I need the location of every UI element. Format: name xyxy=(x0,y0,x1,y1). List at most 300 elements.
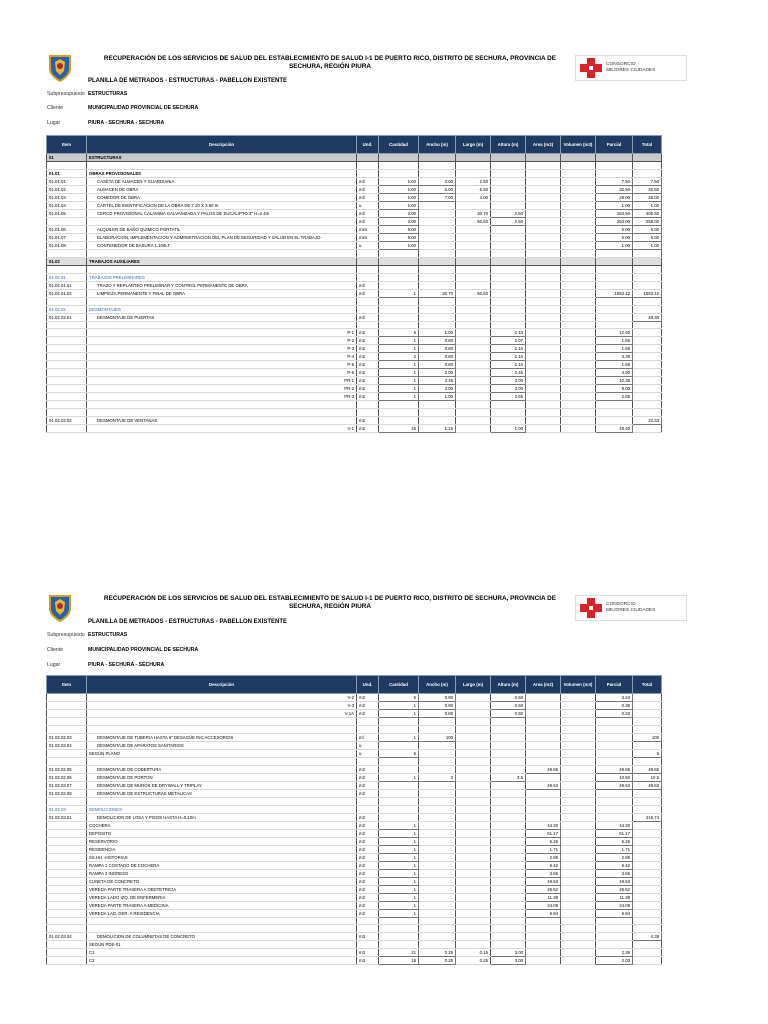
cell-area xyxy=(526,749,561,757)
cell-volumen xyxy=(561,941,596,949)
page-title: RECUPERACIÓN DE LOS SERVICIOS DE SALUD DEL ESTABLECIMIENTO DE SALUD I-1 DE PUERTO RICO, DISTRITO DE SECHURA, PROVINCIA DE SECHURA, REGIÓN PIURA xyxy=(103,55,557,70)
cell-largo xyxy=(456,789,491,797)
cell-area xyxy=(526,773,561,781)
cell-volumen xyxy=(561,853,596,861)
cell-und: m2 xyxy=(357,781,379,789)
cell-ancho xyxy=(419,797,456,805)
cell-area xyxy=(526,694,561,702)
cell-area xyxy=(526,313,561,321)
cell-parcial: 2.36 xyxy=(596,949,633,957)
cell-volumen xyxy=(561,725,596,733)
cell-volumen xyxy=(561,901,596,909)
cell-largo xyxy=(456,337,491,345)
cell-area xyxy=(526,933,561,941)
cell-descripcion: CARTEL DE IDENTIFICACION DE LA OBRA DE 7.20 X 3.60 m xyxy=(87,201,357,209)
cell-descripcion xyxy=(87,409,357,417)
cell-altura xyxy=(491,321,526,329)
cell-ancho xyxy=(419,765,456,773)
cell-largo xyxy=(456,393,491,401)
cell-altura xyxy=(491,409,526,417)
company-logo xyxy=(575,55,687,81)
cell-item xyxy=(47,393,87,401)
cell-largo: 0.15 xyxy=(456,949,491,957)
cell-altura: 3.5 xyxy=(491,773,526,781)
cell-altura xyxy=(491,225,526,233)
cell-und xyxy=(357,917,379,925)
cell-cantidad: 1 xyxy=(379,385,419,393)
cell-largo xyxy=(456,773,491,781)
cell-parcial: 9.00 xyxy=(596,385,633,393)
meta-label: Cliente xyxy=(47,105,64,111)
cell-descripcion: DESMONTAJE DE PORTON xyxy=(87,773,357,781)
cell-ancho xyxy=(419,217,456,225)
cell-cantidad xyxy=(379,273,419,281)
cell-und: u xyxy=(357,741,379,749)
meta-lugar xyxy=(0,662,700,672)
cell-total xyxy=(633,249,662,257)
cell-parcial xyxy=(596,417,633,425)
cell-item xyxy=(47,893,87,901)
cell-item: 01.02.03 xyxy=(47,805,87,813)
cell-cantidad xyxy=(379,917,419,925)
cell-parcial xyxy=(596,789,633,797)
cell-ancho xyxy=(419,821,456,829)
cell-total xyxy=(633,169,662,177)
cell-item: 01.02.02.05 xyxy=(47,765,87,773)
cell-altura xyxy=(491,154,526,162)
cell-parcial: 11.38 xyxy=(596,893,633,901)
cell-ancho: 3.00 xyxy=(419,177,456,185)
cell-area xyxy=(526,377,561,385)
cell-largo xyxy=(456,765,491,773)
cell-descripcion: RESERVORIO xyxy=(87,837,357,845)
cell-volumen xyxy=(561,305,596,313)
cell-volumen xyxy=(561,313,596,321)
table-row xyxy=(47,773,662,781)
cell-item xyxy=(47,829,87,837)
cell-largo xyxy=(456,154,491,162)
cell-und: m2 xyxy=(357,813,379,821)
cell-area xyxy=(526,741,561,749)
cell-cantidad: 21 xyxy=(379,949,419,957)
cell-ancho: 1.00 xyxy=(419,393,456,401)
cell-ancho: 3.00 xyxy=(419,385,456,393)
cell-total xyxy=(633,861,662,869)
cell-und: m2 xyxy=(357,861,379,869)
cell-und: m2 xyxy=(357,417,379,425)
cell-total xyxy=(633,893,662,901)
cell-cantidad xyxy=(379,417,419,425)
cell-cantidad: 1 xyxy=(379,845,419,853)
cell-descripcion: PR-3 xyxy=(87,393,357,401)
cell-und: m2 xyxy=(357,821,379,829)
cell-ancho xyxy=(419,781,456,789)
cell-total xyxy=(633,385,662,393)
cell-parcial: 9.94 xyxy=(596,909,633,917)
cell-descripcion: OBRAS PROVISIONALES xyxy=(87,169,357,177)
table-row xyxy=(47,885,662,893)
cell-parcial: 61.17 xyxy=(596,829,633,837)
cell-cantidad xyxy=(379,925,419,933)
table-row xyxy=(47,385,662,393)
table-row xyxy=(47,933,662,941)
cell-altura: 1.00 xyxy=(491,425,526,433)
cell-ancho xyxy=(419,925,456,933)
cell-altura: 0.60 xyxy=(491,702,526,710)
meta-subpresupuesto xyxy=(0,632,700,642)
cell-total xyxy=(633,797,662,805)
cell-area xyxy=(526,177,561,185)
cell-largo xyxy=(456,909,491,917)
cell-cantidad: 1.00 xyxy=(379,193,419,201)
cell-altura xyxy=(491,281,526,289)
cell-und: m2 xyxy=(357,345,379,353)
cell-total xyxy=(633,162,662,170)
cell-altura: 2.50 xyxy=(491,217,526,225)
cell-total xyxy=(633,297,662,305)
cell-und xyxy=(357,725,379,733)
cell-cantidad: 1 xyxy=(379,337,419,345)
table-row xyxy=(47,273,662,281)
table-row xyxy=(47,829,662,837)
cell-ancho xyxy=(419,901,456,909)
cell-und: m2 xyxy=(357,901,379,909)
cell-total xyxy=(633,741,662,749)
cell-largo xyxy=(456,329,491,337)
cell-area xyxy=(526,249,561,257)
cell-descripcion: TRABAJOS PRELIMINARES xyxy=(87,273,357,281)
cell-cantidad: 1 xyxy=(379,877,419,885)
cell-cantidad: 1 xyxy=(379,702,419,710)
column-header: Cantidad xyxy=(379,136,419,154)
meta-label: Lugar xyxy=(47,662,61,668)
cell-total xyxy=(633,909,662,917)
cell-volumen xyxy=(561,209,596,217)
cell-area: 49.63 xyxy=(526,781,561,789)
document-subtitle: PLANILLA DE METRADOS - ESTRUCTURAS - PABELLON EXISTENTE xyxy=(88,619,288,625)
cell-ancho xyxy=(419,877,456,885)
table-row xyxy=(47,353,662,361)
cell-altura xyxy=(491,797,526,805)
cell-volumen xyxy=(561,813,596,821)
cell-largo xyxy=(456,925,491,933)
cell-ancho: 0.80 xyxy=(419,353,456,361)
table-row xyxy=(47,837,662,845)
cell-descripcion xyxy=(87,797,357,805)
cell-descripcion: CASETA DE ALMACEN Y GUARDIANIA xyxy=(87,177,357,185)
cell-total xyxy=(633,369,662,377)
cell-total xyxy=(633,718,662,726)
cell-largo xyxy=(456,385,491,393)
cell-item xyxy=(47,369,87,377)
cell-altura xyxy=(491,417,526,425)
cell-und xyxy=(357,401,379,409)
cell-cantidad xyxy=(379,805,419,813)
cell-und: m2 xyxy=(357,702,379,710)
column-header: Altura (m) xyxy=(491,136,526,154)
table-row xyxy=(47,409,662,417)
cell-und: m2 xyxy=(357,177,379,185)
cell-volumen xyxy=(561,297,596,305)
cell-und xyxy=(357,305,379,313)
cell-und xyxy=(357,257,379,265)
cell-largo xyxy=(456,877,491,885)
cell-parcial: 28.00 xyxy=(596,193,633,201)
cell-altura xyxy=(491,162,526,170)
cell-ancho: 30.70 xyxy=(419,289,456,297)
cell-ancho xyxy=(419,941,456,949)
column-header: Cantidad xyxy=(379,676,419,694)
cell-descripcion: TRAZO Y REPLANTEO PRELIMINAR Y CONTROL PERMANENTE DE OBRA xyxy=(87,281,357,289)
table-row xyxy=(47,702,662,710)
cell-item: 01 xyxy=(47,154,87,162)
cell-area: 24.08 xyxy=(526,901,561,909)
cell-parcial: 2.03 xyxy=(596,957,633,965)
cell-ancho xyxy=(419,861,456,869)
cell-descripcion: PR-2 xyxy=(87,385,357,393)
cell-und: m2 xyxy=(357,845,379,853)
cell-altura xyxy=(491,877,526,885)
cell-volumen xyxy=(561,781,596,789)
cell-ancho xyxy=(419,829,456,837)
cell-volumen xyxy=(561,345,596,353)
cell-largo xyxy=(456,702,491,710)
cell-largo xyxy=(456,861,491,869)
cell-ancho: 2.00 xyxy=(419,369,456,377)
cell-altura xyxy=(491,909,526,917)
cell-area xyxy=(526,369,561,377)
cell-cantidad xyxy=(379,933,419,941)
table-row xyxy=(47,909,662,917)
cell-area xyxy=(526,361,561,369)
cell-cantidad: 1 xyxy=(379,901,419,909)
cell-total xyxy=(633,869,662,877)
cell-volumen xyxy=(561,154,596,162)
cell-volumen xyxy=(561,861,596,869)
cell-total xyxy=(633,702,662,710)
cell-total xyxy=(633,393,662,401)
cell-descripcion: COMEDOR DE OBRA xyxy=(87,193,357,201)
cell-total: 258.00 xyxy=(633,217,662,225)
table-row xyxy=(47,297,662,305)
meta-value: PIURA - SECHURA - SECHURA xyxy=(88,120,165,126)
cell-altura xyxy=(491,289,526,297)
cell-altura xyxy=(491,313,526,321)
cell-descripcion xyxy=(87,265,357,273)
cell-area xyxy=(526,337,561,345)
cell-total: 5.00 xyxy=(633,225,662,233)
cell-ancho: 3 xyxy=(419,773,456,781)
cell-volumen xyxy=(561,393,596,401)
cell-altura xyxy=(491,725,526,733)
cell-cantidad xyxy=(379,169,419,177)
cell-ancho xyxy=(419,837,456,845)
cell-cantidad xyxy=(379,305,419,313)
column-header: Volumen (m3) xyxy=(561,676,596,694)
cell-item xyxy=(47,877,87,885)
cell-descripcion: SS.HH. HISTORIAS xyxy=(87,853,357,861)
cell-total xyxy=(633,957,662,965)
cell-altura xyxy=(491,297,526,305)
cell-total xyxy=(633,877,662,885)
cell-altura: 2.10 xyxy=(491,345,526,353)
cell-parcial: 49.63 xyxy=(596,781,633,789)
column-header: Total xyxy=(633,136,662,154)
cell-area xyxy=(526,949,561,957)
cell-area: 9.94 xyxy=(526,909,561,917)
cell-und: m2 xyxy=(357,893,379,901)
cell-total xyxy=(633,917,662,925)
cell-altura xyxy=(491,305,526,313)
cell-volumen xyxy=(561,321,596,329)
cell-largo xyxy=(456,797,491,805)
cell-ancho: 0.80 xyxy=(419,345,456,353)
cell-cantidad: 1 xyxy=(379,861,419,869)
cell-und: m2 xyxy=(357,185,379,193)
cell-ancho xyxy=(419,718,456,726)
cell-total xyxy=(633,949,662,957)
cell-parcial xyxy=(596,813,633,821)
page-title: RECUPERACIÓN DE LOS SERVICIOS DE SALUD DEL ESTABLECIMIENTO DE SALUD I-1 DE PUERTO RICO, DISTRITO DE SECHURA, PROVINCIA DE SECHURA, REGIÓN PIURA xyxy=(103,595,557,610)
cell-und: ml xyxy=(357,733,379,741)
cell-ancho xyxy=(419,273,456,281)
cell-altura: 2.10 xyxy=(491,353,526,361)
column-header: Parcial xyxy=(596,136,633,154)
cell-altura xyxy=(491,837,526,845)
cell-total xyxy=(633,829,662,837)
cell-descripcion: ELABORACION, IMPLEMENTACION Y ADMINISTRACION DEL PLAN DE SEGURIDAD Y SALUD EN EL TRABAJO xyxy=(87,233,357,241)
cell-parcial xyxy=(596,305,633,313)
cell-total xyxy=(633,353,662,361)
cell-total: 1553.42 xyxy=(633,289,662,297)
cell-parcial: 0.33 xyxy=(596,710,633,718)
cell-volumen xyxy=(561,773,596,781)
cell-item xyxy=(47,837,87,845)
cell-und xyxy=(357,757,379,765)
cell-altura xyxy=(491,718,526,726)
cell-parcial: 1.68 xyxy=(596,345,633,353)
cell-altura xyxy=(491,741,526,749)
cell-total: 32.50 xyxy=(633,185,662,193)
cell-area xyxy=(526,401,561,409)
cell-area xyxy=(526,813,561,821)
cell-und: m2 xyxy=(357,909,379,917)
cell-cantidad: 16 xyxy=(379,425,419,433)
cell-altura: 2.10 xyxy=(491,329,526,337)
cell-area xyxy=(526,718,561,726)
meta-label: Lugar xyxy=(47,120,61,126)
cell-total xyxy=(633,257,662,265)
cell-descripcion: RAMPA 1 COSTADO DE COCHERA xyxy=(87,861,357,869)
cell-descripcion xyxy=(87,297,357,305)
table-row xyxy=(47,853,662,861)
cell-altura: 2.10 xyxy=(491,361,526,369)
cell-item xyxy=(47,249,87,257)
cell-item xyxy=(47,321,87,329)
cell-ancho: 0.80 xyxy=(419,694,456,702)
cell-ancho xyxy=(419,869,456,877)
cell-item xyxy=(47,845,87,853)
cell-area xyxy=(526,201,561,209)
cell-cantidad xyxy=(379,718,419,726)
cell-ancho: 100 xyxy=(419,733,456,741)
cell-volumen xyxy=(561,265,596,273)
cell-item xyxy=(47,401,87,409)
cell-descripcion: DESMONTAJE DE PUERTAS xyxy=(87,313,357,321)
cell-parcial xyxy=(596,273,633,281)
cell-cantidad: 1 xyxy=(379,361,419,369)
cell-descripcion: RAMPA 2 INGRESO xyxy=(87,869,357,877)
cell-total xyxy=(633,725,662,733)
cell-cantidad xyxy=(379,813,419,821)
cell-parcial: 1.66 xyxy=(596,337,633,345)
cell-total xyxy=(633,694,662,702)
cell-und: mes xyxy=(357,225,379,233)
cell-largo xyxy=(456,718,491,726)
cell-item xyxy=(47,757,87,765)
cell-total: 406.50 xyxy=(633,209,662,217)
cell-ancho xyxy=(419,885,456,893)
cell-volumen xyxy=(561,869,596,877)
cell-cantidad xyxy=(379,725,419,733)
cell-und: m2 xyxy=(357,789,379,797)
cell-descripcion: DESMONTAJES xyxy=(87,305,357,313)
cell-parcial xyxy=(596,917,633,925)
cell-item xyxy=(47,265,87,273)
cell-largo xyxy=(456,321,491,329)
table-row xyxy=(47,805,662,813)
sheet-page-2 xyxy=(0,578,768,1024)
cell-largo xyxy=(456,417,491,425)
cell-largo xyxy=(456,162,491,170)
column-header: Total xyxy=(633,676,662,694)
cell-und: m2 xyxy=(357,393,379,401)
cell-ancho xyxy=(419,805,456,813)
cell-area: 6.25 xyxy=(526,837,561,845)
cell-descripcion xyxy=(87,401,357,409)
cell-item xyxy=(47,425,87,433)
cell-parcial: 3.66 xyxy=(596,869,633,877)
cell-cantidad: 1 xyxy=(379,821,419,829)
company-logo xyxy=(575,595,687,621)
cell-und: u xyxy=(357,201,379,209)
cell-largo: 50.60 xyxy=(456,217,491,225)
cell-descripcion xyxy=(87,162,357,170)
cell-total: 28.00 xyxy=(633,193,662,201)
cell-total xyxy=(633,281,662,289)
cell-area xyxy=(526,710,561,718)
meta-value: ESTRUCTURAS xyxy=(88,632,128,638)
cell-descripcion: RESIDENCIA xyxy=(87,845,357,853)
cell-cantidad xyxy=(379,409,419,417)
cell-ancho: 0.80 xyxy=(419,710,456,718)
cell-item xyxy=(47,909,87,917)
cell-area xyxy=(526,789,561,797)
column-header: Item xyxy=(47,136,87,154)
cell-parcial: 10.50 xyxy=(596,773,633,781)
cell-item: 01.02.02.04 xyxy=(47,741,87,749)
cell-item xyxy=(47,162,87,170)
cell-cantidad: 2.00 xyxy=(379,217,419,225)
table-row xyxy=(47,193,662,201)
cell-cantidad xyxy=(379,797,419,805)
document-subtitle: PLANILLA DE METRADOS - ESTRUCTURAS - PABELLON EXISTENTE xyxy=(88,78,288,84)
cell-parcial: 49.65 xyxy=(596,765,633,773)
cell-altura xyxy=(491,813,526,821)
cell-area xyxy=(526,757,561,765)
table-row xyxy=(47,694,662,702)
cell-cantidad: 1 xyxy=(379,710,419,718)
